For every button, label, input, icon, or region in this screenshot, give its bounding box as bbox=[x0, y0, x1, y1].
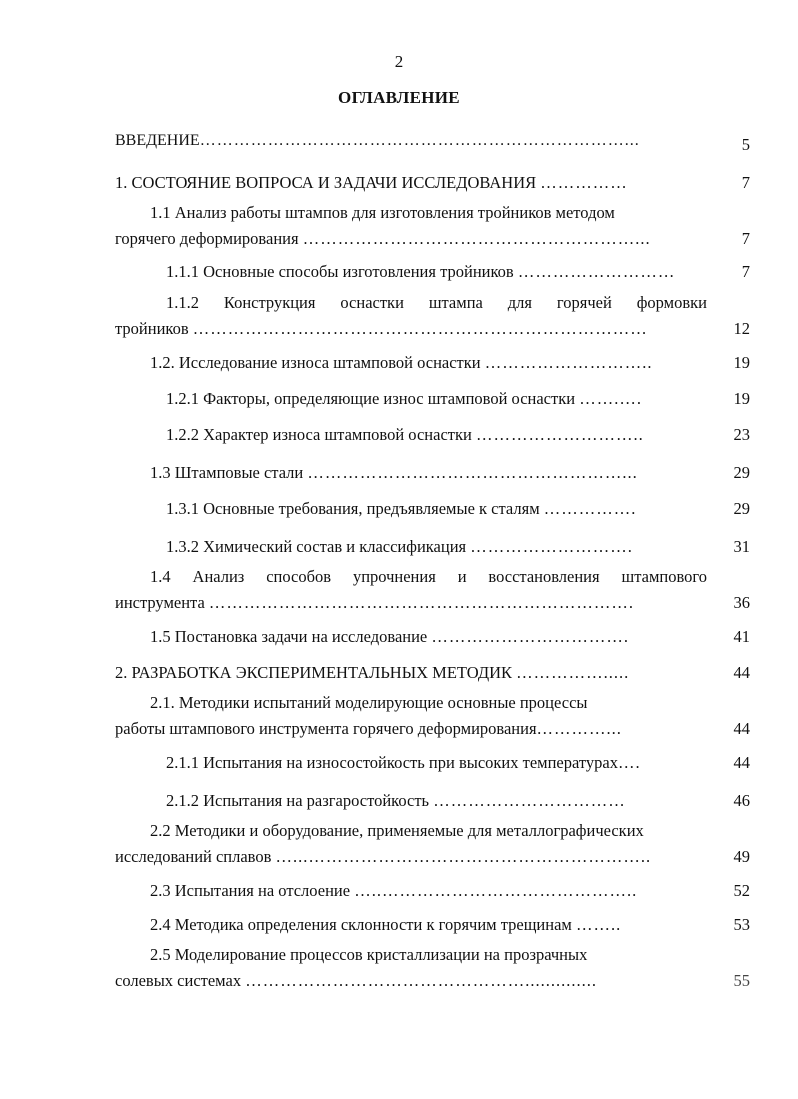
toc-entry[interactable] bbox=[115, 170, 707, 196]
toc-entry[interactable] bbox=[115, 132, 707, 150]
toc-entry-title: инструмента bbox=[115, 593, 205, 612]
toc-entry-title: работы штампового инструмента горячего деформирования bbox=[115, 719, 537, 738]
toc-entry-title: 1.3.2 Химический состав и классификация bbox=[166, 537, 467, 556]
toc-entry-title: 1.2. Исследование износа штамповой оснастки bbox=[150, 353, 481, 372]
toc-entry-title: ВВЕДЕНИЕ bbox=[115, 132, 200, 149]
toc-leader-dots: …….. bbox=[575, 915, 622, 934]
toc-page-number: 7 bbox=[741, 229, 750, 248]
toc-entry-title: исследований сплавов bbox=[115, 847, 272, 866]
toc-entry[interactable] bbox=[166, 534, 707, 560]
toc-page-number: 49 bbox=[733, 847, 750, 866]
toc-entry[interactable] bbox=[115, 316, 707, 342]
toc-page-number: 44 bbox=[733, 663, 750, 682]
toc-entry[interactable] bbox=[150, 350, 707, 376]
toc-entry-title: 1.1.2 Конструкция оснастки штампа для горячей формовки bbox=[166, 293, 707, 312]
toc-entry[interactable] bbox=[166, 386, 707, 412]
toc-page-number: 41 bbox=[733, 627, 750, 646]
toc-entry-title: 2.3 Испытания на отслоение bbox=[150, 881, 351, 900]
toc-entry-title: 2. РАЗРАБОТКА ЭКСПЕРИМЕНТАЛЬНЫХ МЕТОДИК bbox=[115, 663, 513, 682]
toc-entry-title: 1.4 Анализ способов упрочнения и восстановления штампового bbox=[150, 567, 707, 586]
toc-entry[interactable] bbox=[150, 460, 707, 486]
toc-page-number: 19 bbox=[733, 353, 750, 372]
toc-entry-line1[interactable] bbox=[150, 200, 707, 226]
toc-leader-dots: …………... bbox=[536, 719, 622, 738]
toc-entry[interactable] bbox=[166, 788, 707, 814]
toc-leader-dots: …………………………… bbox=[433, 791, 626, 810]
toc-leader-dots: …………………………………………………………………... bbox=[199, 132, 640, 149]
toc-page-number: 7 bbox=[741, 262, 750, 281]
toc-entry[interactable] bbox=[115, 844, 707, 870]
toc-entry[interactable] bbox=[150, 878, 707, 904]
toc-leader-dots: …….…. bbox=[579, 389, 642, 408]
toc-page-number: 36 bbox=[733, 593, 750, 612]
toc-page-number: 19 bbox=[733, 389, 750, 408]
toc-entry[interactable] bbox=[166, 750, 707, 776]
toc-leader-dots: ………………………………………….............. bbox=[245, 971, 597, 990]
toc-entry-title: 2.1.1 Испытания на износостойкость при высоких температурах bbox=[166, 753, 618, 772]
toc-page-number: 53 bbox=[733, 915, 750, 934]
toc-entry-title: 1.3.1 Основные требования, предъявляемые к сталям bbox=[166, 499, 540, 518]
toc-leader-dots: ……………..... bbox=[516, 663, 630, 682]
toc-leader-dots: …..…………………………………….. bbox=[354, 881, 638, 900]
toc-leader-dots: ……………………………. bbox=[431, 627, 629, 646]
toc-page-number: 29 bbox=[733, 499, 750, 518]
toc-page-number: 12 bbox=[733, 319, 750, 338]
toc-entry-title: 1.1.1 Основные способы изготовления тройников bbox=[166, 262, 514, 281]
toc-entry[interactable] bbox=[150, 624, 707, 650]
toc-page-number: 29 bbox=[733, 463, 750, 482]
toc-entry-title: 2.4 Методика определения склонности к горячим трещинам bbox=[150, 915, 572, 934]
toc-entry-title: 1.5 Постановка задачи на исследование bbox=[150, 627, 428, 646]
toc-entry-title: солевых системах bbox=[115, 971, 242, 990]
toc-entry-title: 2.1. Методики испытаний моделирующие основные процессы bbox=[150, 693, 588, 712]
toc-leader-dots: ………………………………………………... bbox=[307, 463, 638, 482]
toc-leader-dots: …………………………………………………………………… bbox=[192, 319, 648, 338]
toc-entry-title: тройников bbox=[115, 319, 189, 338]
toc-entry[interactable] bbox=[166, 259, 707, 285]
toc-entry-title: 2.2 Методики и оборудование, применяемые для металлографических bbox=[150, 821, 644, 840]
toc-leader-dots: …………………………………………………... bbox=[302, 229, 651, 248]
toc-entry-line1[interactable] bbox=[150, 942, 707, 968]
toc-entry-title: горячего деформирования bbox=[115, 229, 299, 248]
toc-page-number: 44 bbox=[733, 753, 750, 772]
toc-leader-dots: …………… bbox=[540, 173, 628, 192]
toc-leader-dots: …. bbox=[617, 753, 641, 772]
page-title: ОГЛАВЛЕНИЕ bbox=[338, 88, 460, 107]
toc-entry[interactable] bbox=[115, 660, 707, 686]
toc-page-number: 44 bbox=[733, 719, 750, 738]
toc-page-number: 52 bbox=[733, 881, 750, 900]
toc-leader-dots: ……………. bbox=[543, 499, 637, 518]
toc-entry[interactable] bbox=[166, 422, 707, 448]
toc-leader-dots: ………………………………………………………………. bbox=[208, 593, 635, 612]
page-number: 2 bbox=[394, 52, 404, 71]
toc-entry-line1[interactable] bbox=[150, 818, 707, 844]
toc-page-number: 46 bbox=[733, 791, 750, 810]
toc-leader-dots: ……………………… bbox=[517, 262, 676, 281]
toc-entry[interactable] bbox=[115, 226, 707, 252]
toc-entry-line1[interactable] bbox=[166, 290, 707, 316]
toc-entry[interactable] bbox=[115, 968, 707, 994]
toc-page-number: 55 bbox=[733, 971, 750, 990]
toc-entry[interactable] bbox=[115, 716, 707, 742]
toc-leader-dots: ……………………….. bbox=[475, 425, 644, 444]
toc-entry[interactable] bbox=[150, 912, 707, 938]
toc-entry-title: 2.5 Моделирование процессов кристаллизации на прозрачных bbox=[150, 945, 588, 964]
toc-page-number: 23 bbox=[733, 425, 750, 444]
toc-entry-title: 1. СОСТОЯНИЕ ВОПРОСА И ЗАДАЧИ ИССЛЕДОВАНИЯ bbox=[115, 173, 537, 192]
toc-entry-title: 1.2.1 Факторы, определяющие износ штамповой оснастки bbox=[166, 389, 576, 408]
toc-entry-line1[interactable] bbox=[150, 564, 707, 590]
toc-entry-title: 1.2.2 Характер износа штамповой оснастки bbox=[166, 425, 472, 444]
toc-entry-title: 2.1.2 Испытания на разгаростойкость bbox=[166, 791, 430, 810]
toc-leader-dots: …...………………………………………………….. bbox=[275, 847, 652, 866]
toc-entry-title: 1.1 Анализ работы штампов для изготовления тройников методом bbox=[150, 203, 615, 222]
toc-page-number: 7 bbox=[741, 173, 750, 192]
toc-entry-title: 1.3 Штамповые стали bbox=[150, 463, 304, 482]
toc-page-number: 5 bbox=[741, 135, 750, 154]
toc-entry[interactable] bbox=[115, 590, 707, 616]
toc-entry[interactable] bbox=[166, 496, 707, 522]
toc-leader-dots: ………………………. bbox=[470, 537, 633, 556]
toc-entry-line1[interactable] bbox=[150, 690, 707, 716]
toc-leader-dots: ……………………….. bbox=[484, 353, 653, 372]
toc-page-number: 31 bbox=[733, 537, 750, 556]
